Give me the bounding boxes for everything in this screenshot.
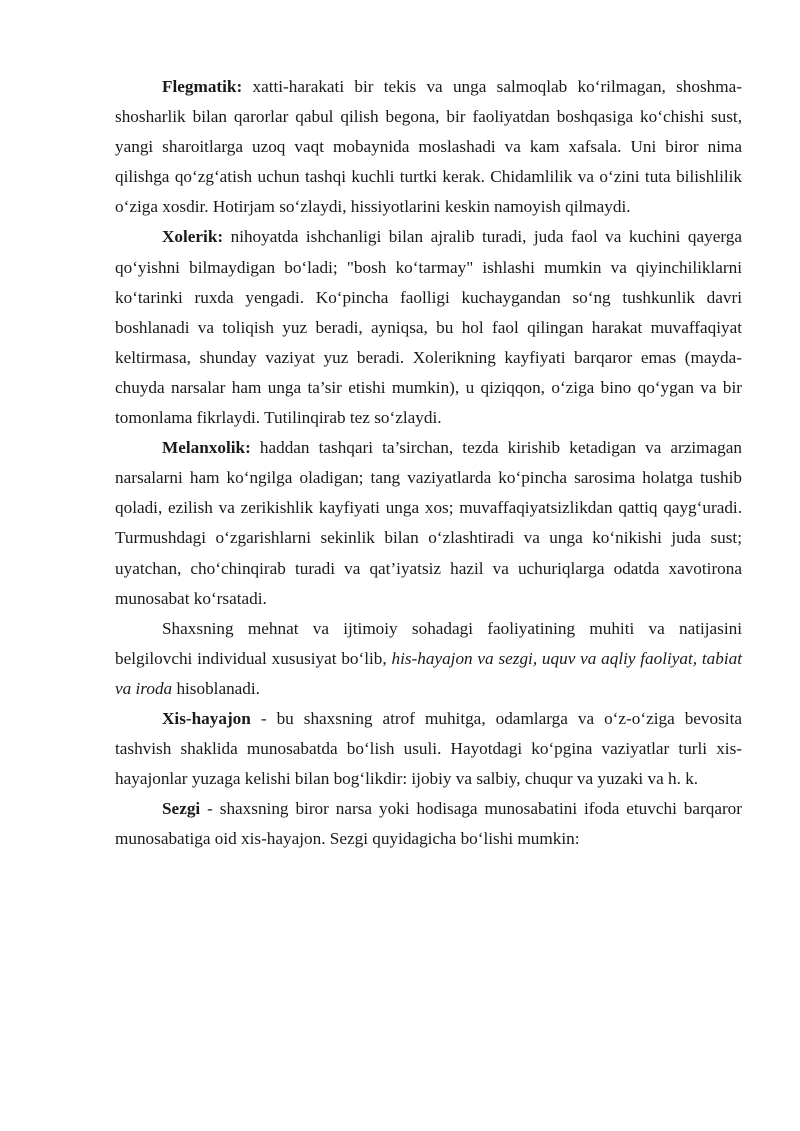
paragraph-melanxolik [115,433,742,614]
term-melanxolik: Melanxolik: [162,438,251,458]
paragraph-sezgi-text: - shaxsning biror narsa yoki hodisaga munosabatini ifoda etuvchi barqaror munosabatiga oid xis-hayajon. Sezgi quyidagicha bo‘lishi mumkin: [115,799,742,849]
paragraph-xolerik-text: nihoyatda ishchanligi bilan ajralib turadi, juda faol va kuchini qayerga qo‘yishni bilmaydigan bo‘ladi; "bosh ko‘tarmay" ishlashi mumkin va qiyinchiliklarni ko‘tarinki ruxda yengadi. Ko‘pincha faolligi kuchaygandan so‘ng tushkunlik davri boshlanadi va toliqish yuz beradi, ayniqsa, bu hol faol qilingan harakat muvaffaqiyat keltirmasa, shunday vaziyat yuz beradi. Xolerikning kayfiyati barqaror emas (mayda-chuyda narsalar ham unga ta’sir etishi mumkin), u qiziqqon, o‘ziga bino qo‘ygan va bir tomonlama fikrlaydi. Tutilinqirab tez so‘zlaydi. [115,227,742,428]
term-xis-hayajon: Xis-hayajon [162,708,251,728]
paragraph-shaxsning [115,614,742,704]
paragraph-xis-hayajon-text: - bu shaxsning atrof muhitga, odamlarga va o‘z-o‘ziga bevosita tashvish shaklida munosabatda bo‘lish usuli. Hayotdagi ko‘pgina vaziyatlar turli xis-hayajonlar yuzaga kelishi bilan bog‘likdir: ijobiy va salbiy, chuqur va yuzaki va h. k. [115,708,742,789]
paragraph-xis-hayajon [115,704,742,794]
term-sezgi: Sezgi [162,799,201,819]
paragraph-shaxsning-italic: his-hayajon va sezgi, uquv va aqliy faoliyat, tabiat va iroda [115,648,742,698]
paragraph-shaxsning-text-after: hisoblanadi. [172,678,260,698]
paragraph-melanxolik-text: haddan tashqari ta’sirchan, tezda kirishib ketadigan va arzimagan narsalarni ham ko‘ngilga oladigan; tang vaziyatlarda ko‘pincha sarosima holatga tushib qoladi, ezilish va zerikishlik kayfiyati unga xos; muvaffaqiyatsizlikdan qattiq qayg‘uradi. Turmushdagi o‘zgarishlarni sekinlik bilan o‘zlashtiradi va unga ko‘nikishi juda sust; uyatchan, cho‘chinqirab turadi va qat’iyatsiz hazil va uchuriqlarga odatda xavotirona munosabat ko‘rsatadi. [115,438,742,608]
paragraph-flegmatik-text: xatti-harakati bir tekis va unga salmoqlab ko‘rilmagan, shoshma-shosharlik bilan qarorlar qabul qilish begona, bir faoliyatdan boshqasiga ko‘chishi sust, yangi sharoitlarga uzoq vaqt mobaynida moslashadi va kam xafsala. Uni biror nima qilishga qo‘zg‘atish uchun tashqi kuchli turtki kerak. Chidamlilik va o‘zini tuta bilishlilik o‘ziga xosdir. Hotirjam so‘zlaydi, hissiyotlarini keskin namoyish qilmaydi. [115,77,742,217]
paragraph-sezgi [115,794,742,854]
term-xolerik: Xolerik: [162,227,224,247]
paragraph-flegmatik [115,72,742,222]
document-page [115,72,742,854]
paragraph-xolerik [115,222,742,433]
paragraph-shaxsning-text-before: Shaxsning mehnat va ijtimoiy sohadagi faoliyatining muhiti va natijasini belgilovchi individual xususiyat bo‘lib, [115,618,742,668]
term-flegmatik: Flegmatik: [162,77,243,96]
